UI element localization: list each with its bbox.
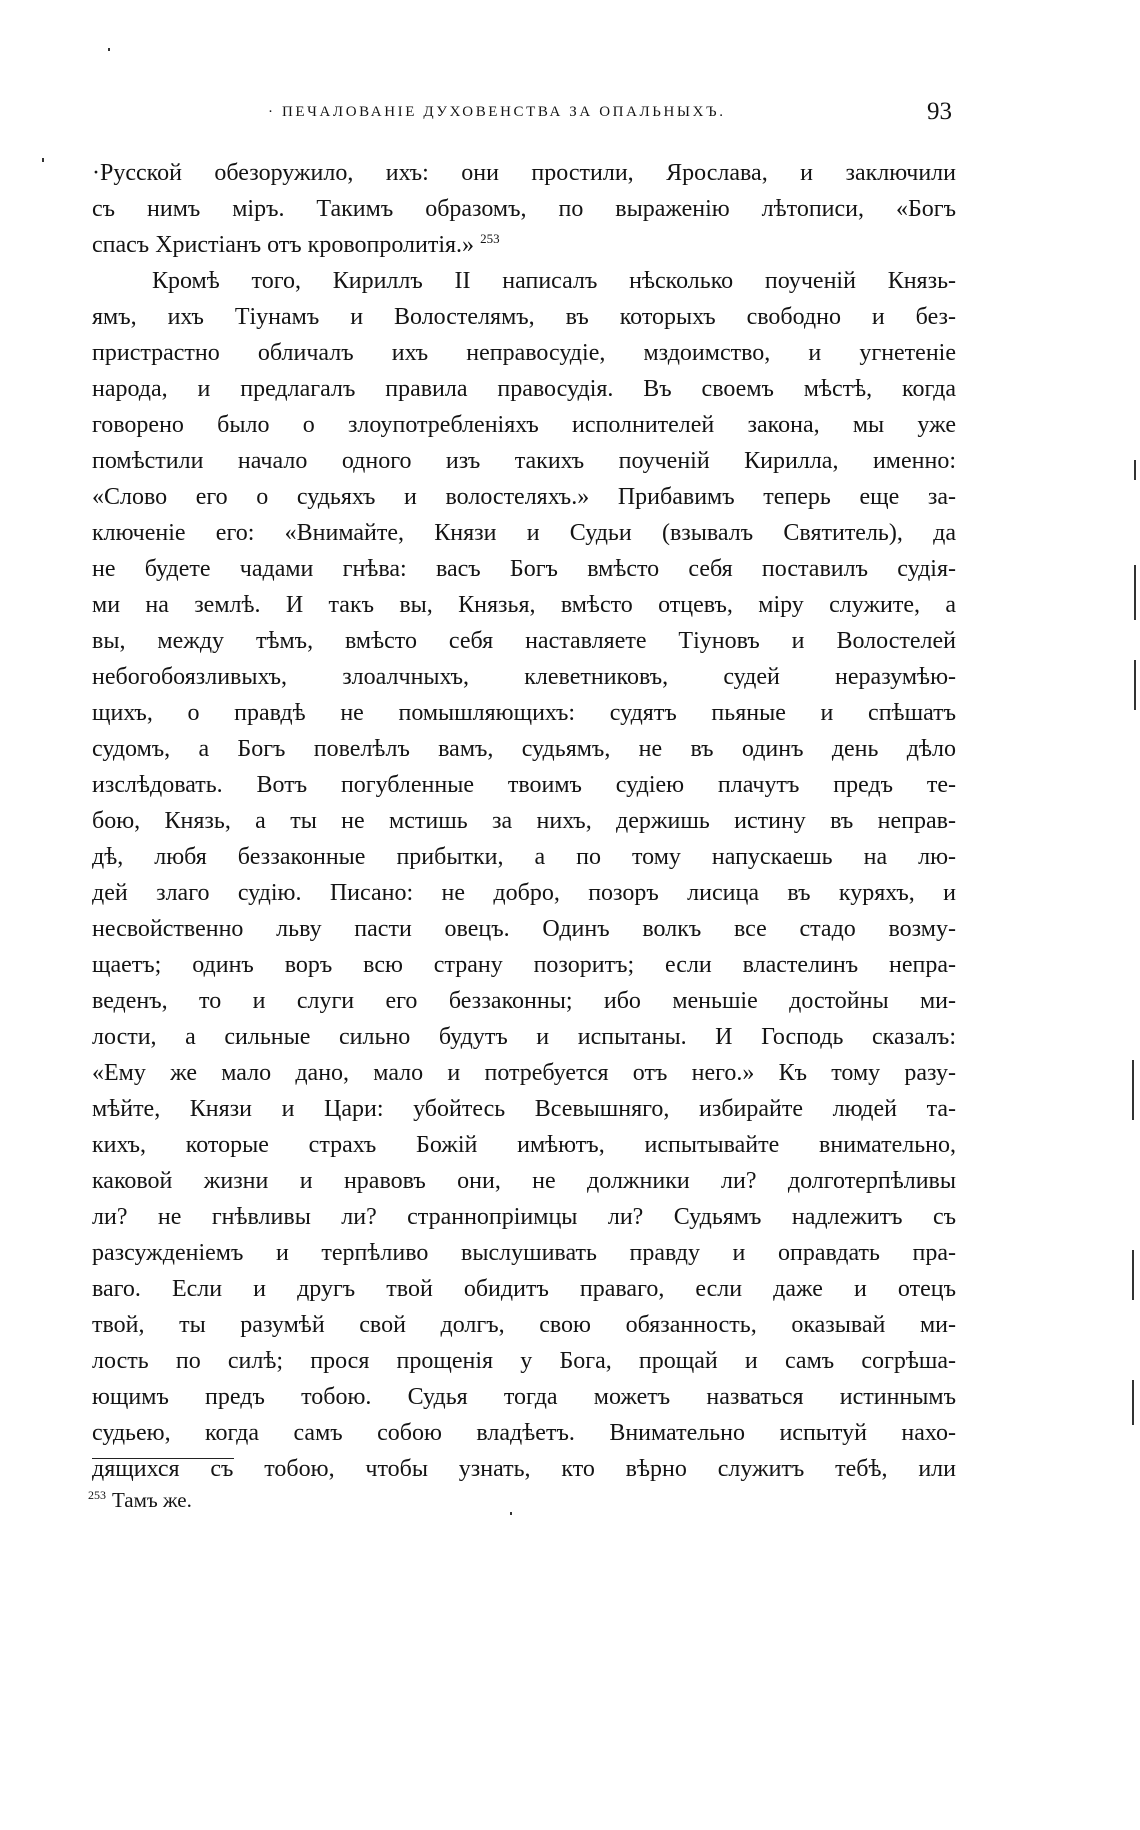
text-line: ющимъ предъ тобою. Судья тогда можетъ назваться истиннымъ [92,1384,956,1410]
text-line: дѣ, любя беззаконные прибытки, а по тому напускаешь на лю- [92,844,956,870]
text-line: ·Русской обезоружило, ихъ: они простили, Ярослава, и заключили [92,160,956,186]
text-line: говорено было о злоупотребленіяхъ исполнителей закона, мы уже [92,412,956,438]
text-line: изслѣдовать. Вотъ погубленные твоимъ судіею плачутъ предъ те- [92,772,956,798]
text-line: ваго. Если и другъ твой обидитъ праваго, если даже и отецъ [92,1276,956,1302]
text-line: лость по силѣ; прося прощенія у Бога, прощай и самъ согрѣша- [92,1348,956,1374]
text-line: ли? не гнѣвливы ли? страннопріимцы ли? Судьямъ надлежитъ съ [92,1204,956,1230]
footnote [88,1488,192,1513]
scan-speck [1132,1250,1134,1300]
text-line: «Ему же мало дано, мало и потребуется отъ него.» Къ тому разу- [92,1060,956,1086]
text-line: судьею, когда самъ собою владѣетъ. Внимательно испытуй нахо- [92,1420,956,1446]
text-line: мѣйте, Князи и Цари: убойтесь Всевышняго, избирайте людей та- [92,1096,956,1122]
text-line: кихъ, которые страхъ Божій имѣютъ, испытывайте внимательно, [92,1132,956,1158]
text-line-with-ref [92,227,956,263]
scan-speck [1134,660,1136,710]
text-line: разсужденіемъ и терпѣливо выслушивать правду и оправдать пра- [92,1240,956,1266]
text-line: щихъ, о правдѣ не помышляющихъ: судятъ пьяные и спѣшатъ [92,700,956,726]
text-line: дей злаго судію. Писано: не добро, позоръ лисица въ куряхъ, и [92,880,956,906]
text-line: съ нимъ міръ. Такимъ образомъ, по выраженію лѣтописи, «Богъ [92,196,956,222]
text-line: ключеніе его: «Внимайте, Князи и Судьи (взывалъ Святитель), да [92,520,956,546]
scan-speck [108,48,110,51]
text-line: щаетъ; одинъ воръ всю страну позоритъ; если властелинъ непра- [92,952,956,978]
text-line: судомъ, а Богъ повелѣлъ вамъ, судьямъ, не въ одинъ день дѣло [92,736,956,762]
text-line: Кромѣ того, Кириллъ II написалъ нѣсколько поученій Князь- [152,268,956,294]
footnote-separator [92,1458,234,1459]
paragraph-2 [92,263,956,1487]
scan-speck [510,1512,512,1515]
footnote-reference: 253 [480,231,500,246]
text-line: веденъ, то и слуги его беззаконны; ибо меньшіе достойны ми- [92,988,956,1014]
text-line: несвойственно льву пасти овецъ. Одинъ волкъ все стадо возму- [92,916,956,942]
text-line: спасъ Христіанъ отъ кровопролитія.» [92,232,475,258]
text-line: каковой жизни и нравовъ они, не должники ли? долготерпѣливы [92,1168,956,1194]
footnote-number: 253 [88,1488,106,1502]
text-line: пристрастно обличалъ ихъ неправосудіе, мздоимство, и угнетеніе [92,340,956,366]
scan-speck [1134,565,1136,620]
text-line: не будете чадами гнѣва: васъ Богъ вмѣсто себя поставилъ судія- [92,556,956,582]
text-line: лости, а сильные сильно будутъ и испытаны. И Господь сказалъ: [92,1024,956,1050]
footnote-text: Тамъ же. [112,1488,192,1512]
text-line: вы, между тѣмъ, вмѣсто себя наставляете Тіуновъ и Волостелей [92,628,956,654]
text-line: народа, и предлагалъ правила правосудія. Въ своемъ мѣстѣ, когда [92,376,956,402]
scan-speck [1134,460,1136,480]
scan-speck [1132,1380,1134,1425]
text-line: бою, Князь, а ты не мстишь за нихъ, держишь истину въ неправ- [92,808,956,834]
text-line: небогобоязливыхъ, злоалчныхъ, клеветниковъ, судей неразумѣю- [92,664,956,690]
scan-speck [1132,1060,1134,1120]
running-header [92,98,952,138]
paragraph-1 [92,155,956,263]
page-number: 93 [927,98,952,125]
text-line: «Слово его о судьяхъ и волостеляхъ.» Прибавимъ теперь еще за- [92,484,956,510]
body-text [92,155,956,1487]
text-line: твой, ты разумѣй свой долгъ, свою обязанность, оказывай ми- [92,1312,956,1338]
text-line: ми на землѣ. И такъ вы, Князья, вмѣсто отцевъ, міру служите, а [92,592,956,618]
text-line: ямъ, ихъ Тіунамъ и Волостелямъ, въ которыхъ свободно и без- [92,304,956,330]
scan-speck [42,158,44,162]
running-head: · ПЕЧАЛОВАНІЕ ДУХОВЕНСТВА ЗА ОПАЛЬНЫХЪ. [268,104,726,120]
text-line: дящихся съ тобою, чтобы узнать, кто вѣрно служитъ тебѣ, или [92,1456,956,1482]
text-line: помѣстили начало одного изъ такихъ поученій Кирилла, именно: [92,448,956,474]
